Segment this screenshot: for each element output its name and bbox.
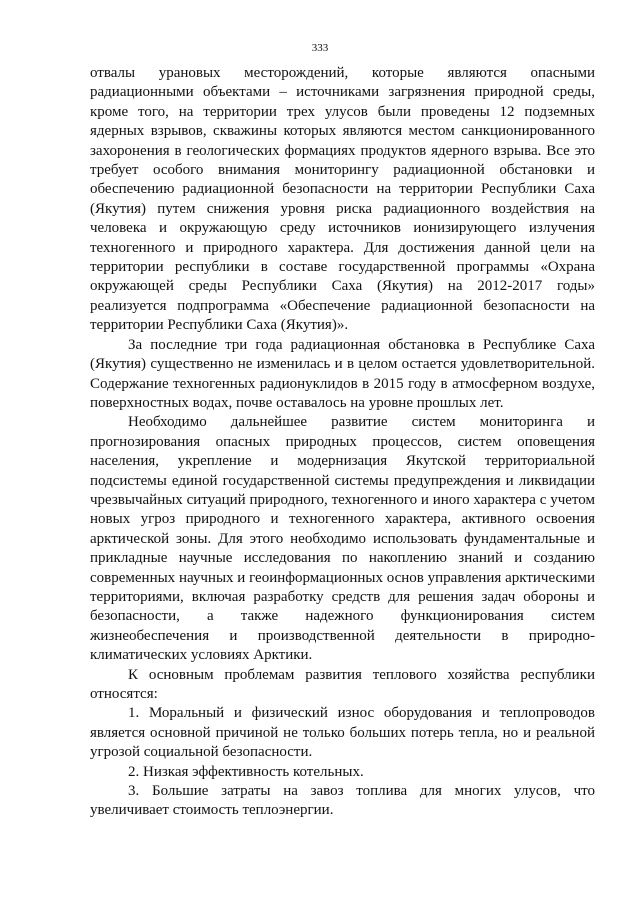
- paragraph-radiation-situation: За последние три года радиационная обстановка в Республике Саха (Якутия) существенно не изменилась и в целом остается удовлетворительной. Содержание техногенных радионуклидов в 2015 году в атмосферном воздухе, поверхностных водах, почве оставалось на уровне прошлых лет.: [90, 336, 595, 411]
- paragraph-continuation: отвалы урановых месторождений, которые являются опасными радиационными объектами – источниками загрязнения природной среды, кроме того, на территории трех улусов были проведены 12 подземных ядерных взрывов, скважины которых являются местом санкционированного захоронения в геологических формациях продуктов ядерного взрыва. Все это требует особого внимания мониторингу радиационной обстановки и обеспечению радиационной безопасности на территории Республики Саха (Якутия) путем снижения уровня риска радиационного воздействия на человека и окружающую среду источников ионизирующего излучения техногенного и природного характера. Для достижения данной цели на территории республики в составе государственной программы «Охрана окружающей среды Республики Саха (Якутия) на 2012-2017 годы» реализуется подпрограмма «Обеспечение радиационной безопасности на территории Республики Саха (Якутия)».: [90, 65, 595, 334]
- paragraph-heating-problems-intro: К основным проблемам развития теплового хозяйства республики относятся:: [90, 666, 595, 702]
- list-item-2: 2. Низкая эффективность котельных.: [128, 763, 364, 780]
- list-item-1: 1. Моральный и физический износ оборудования и теплопроводов является основной причиной не только больших потерь тепла, но и реальной угрозой социальной безопасности.: [90, 705, 595, 761]
- list-item-3: 3. Большие затраты на завоз топлива для многих улусов, что увеличивает стоимость теплоэнергии.: [90, 783, 595, 819]
- page-number: 333: [311, 42, 329, 54]
- paragraph-monitoring-development: Необходимо дальнейшее развитие систем мониторинга и прогнозирования опасных природных процессов, систем оповещения населения, укрепление и модернизация Якутской территориальной подсистемы единой государственной системы предупреждения и ликвидации чрезвычайных ситуаций природного, техногенного и иного характера с учетом новых угроз природного и техногенного характера, активного освоения арктической зоны. Для этого необходимо использовать фундаментальные и прикладные научные исследования по накоплению знаний и созданию современных научных и геоинформационных основ управления арктическими территориями, включая разработку средств для решения задач обороны и безопасности, а также надежного функционирования систем жизнеобеспечения и производственной деятельности в природно-климатических условиях Арктики.: [90, 414, 595, 664]
- body-text: [90, 64, 595, 821]
